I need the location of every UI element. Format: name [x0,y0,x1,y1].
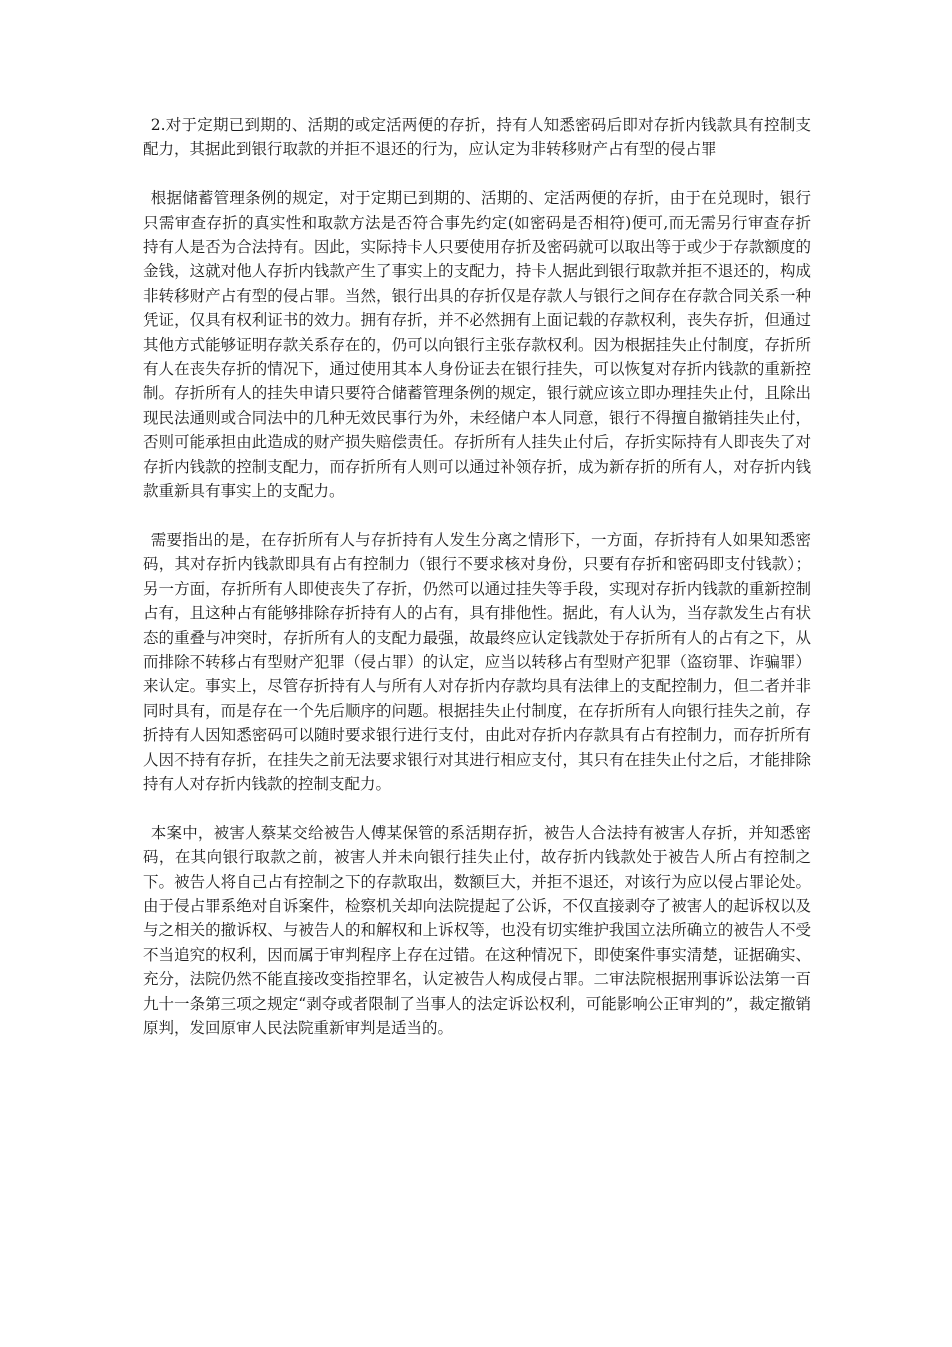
paragraph-case-conclusion: 本案中，被害人蔡某交给被告人傅某保管的系活期存折，被告人合法持有被害人存折，并知悉密码，在其向银行取款之前，被害人并未向银行挂失止付，故存折内钱款处于被告人所占有控制之下。被告人将自己占有控制之下的存款取出，数额巨大，并拒不退还，对该行为应以侵占罪论处。由于侵占罪系绝对自诉案件，检察机关却向法院提起了公诉，不仅直接剥夺了被害人的起诉权以及与之相关的撤诉权、与被告人的和解权和上诉权等，也没有切实维护我国立法所确立的被告人不受不当追究的权利，因而属于审判程序上存在过错。在这种情况下，即使案件事实清楚，证据确实、充分，法院仍然不能直接改变指控罪名，认定被告人构成侵占罪。二审法院根据刑事诉讼法第一百九十一条第三项之规定“剥夺或者限制了当事人的法定诉讼权利，可能影响公正审判的”，裁定撤销原判，发回原审人民法院重新审判是适当的。 [143,823,811,1037]
document-body [143,113,811,1040]
paragraph-heading-point-2: 2.对于定期已到期的、活期的或定活两便的存折，持有人知悉密码后即对存折内钱款具有控制支配力，其据此到银行取款的并拒不退还的行为，应认定为非转移财产占有型的侵占罪 [143,116,811,159]
paragraph-regulation-analysis: 根据储蓄管理条例的规定，对于定期已到期的、活期的、定活两便的存折，由于在兑现时，银行只需审查存折的真实性和取款方法是否符合事先约定(如密码是否相符)便可,而无需另行审查存折持有人是否为合法持有。因此，实际持卡人只要使用存折及密码就可以取出等于或少于存款额度的金钱，这就对他人存折内钱款产生了事实上的支配力，持卡人据此到银行取款并拒不退还的，构成非转移财产占有型的侵占罪。当然，银行出具的存折仅是存款人与银行之间存在存款合同关系一种凭证，仅具有权利证书的效力。拥有存折，并不必然拥有上面记载的存款权利，丧失存折，但通过其他方式能够证明存款关系存在的，仍可以向银行主张存款权利。因为根据挂失止付制度，存折所有人在丧失存折的情况下，通过使用其本人身份证去在银行挂失，可以恢复对存折内钱款的重新控制。存折所有人的挂失申请只要符合储蓄管理条例的规定，银行就应该立即办理挂失止付，且除出现民法通则或合同法中的几种无效民事行为外，未经储户本人同意，银行不得擅自撤销挂失止付，否则可能承担由此造成的财产损失赔偿责任。存折所有人挂失止付后，存折实际持有人即丧失了对存折内钱款的控制支配力，而存折所有人则可以通过补领存折，成为新存折的所有人，对存折内钱款重新具有事实上的支配力。 [143,189,811,501]
paragraph-possession-conflict: 需要指出的是，在存折所有人与存折持有人发生分离之情形下，一方面，存折持有人如果知悉密码，其对存折内钱款即具有占有控制力（银行不要求核对身份，只要有存折和密码即支付钱款）；另一方面，存折所有人即使丧失了存折，仍然可以通过挂失等手段，实现对存折内钱款的重新控制占有，且这种占有能够排除存折持有人的占有，具有排他性。据此，有人认为，当存款发生占有状态的重叠与冲突时，存折所有人的支配力最强，故最终应认定钱款处于存折所有人的占有之下，从而排除不转移占有型财产犯罪（侵占罪）的认定，应当以转移占有型财产犯罪（盗窃罪、诈骗罪）来认定。事实上，尽管存折持有人与所有人对存折内存款均具有法律上的支配控制力，但二者并非同时具有，而是存在一个先后顺序的问题。根据挂失止付制度，在存折所有人向银行挂失之前，存折持有人因知悉密码可以随时要求银行进行支付，由此对存折内存款具有占有控制力，而存折所有人因不持有存折，在挂失之前无法要求银行对其进行相应支付，其只有在挂失止付之后，才能排除持有人对存折内钱款的控制支配力。 [143,530,811,793]
